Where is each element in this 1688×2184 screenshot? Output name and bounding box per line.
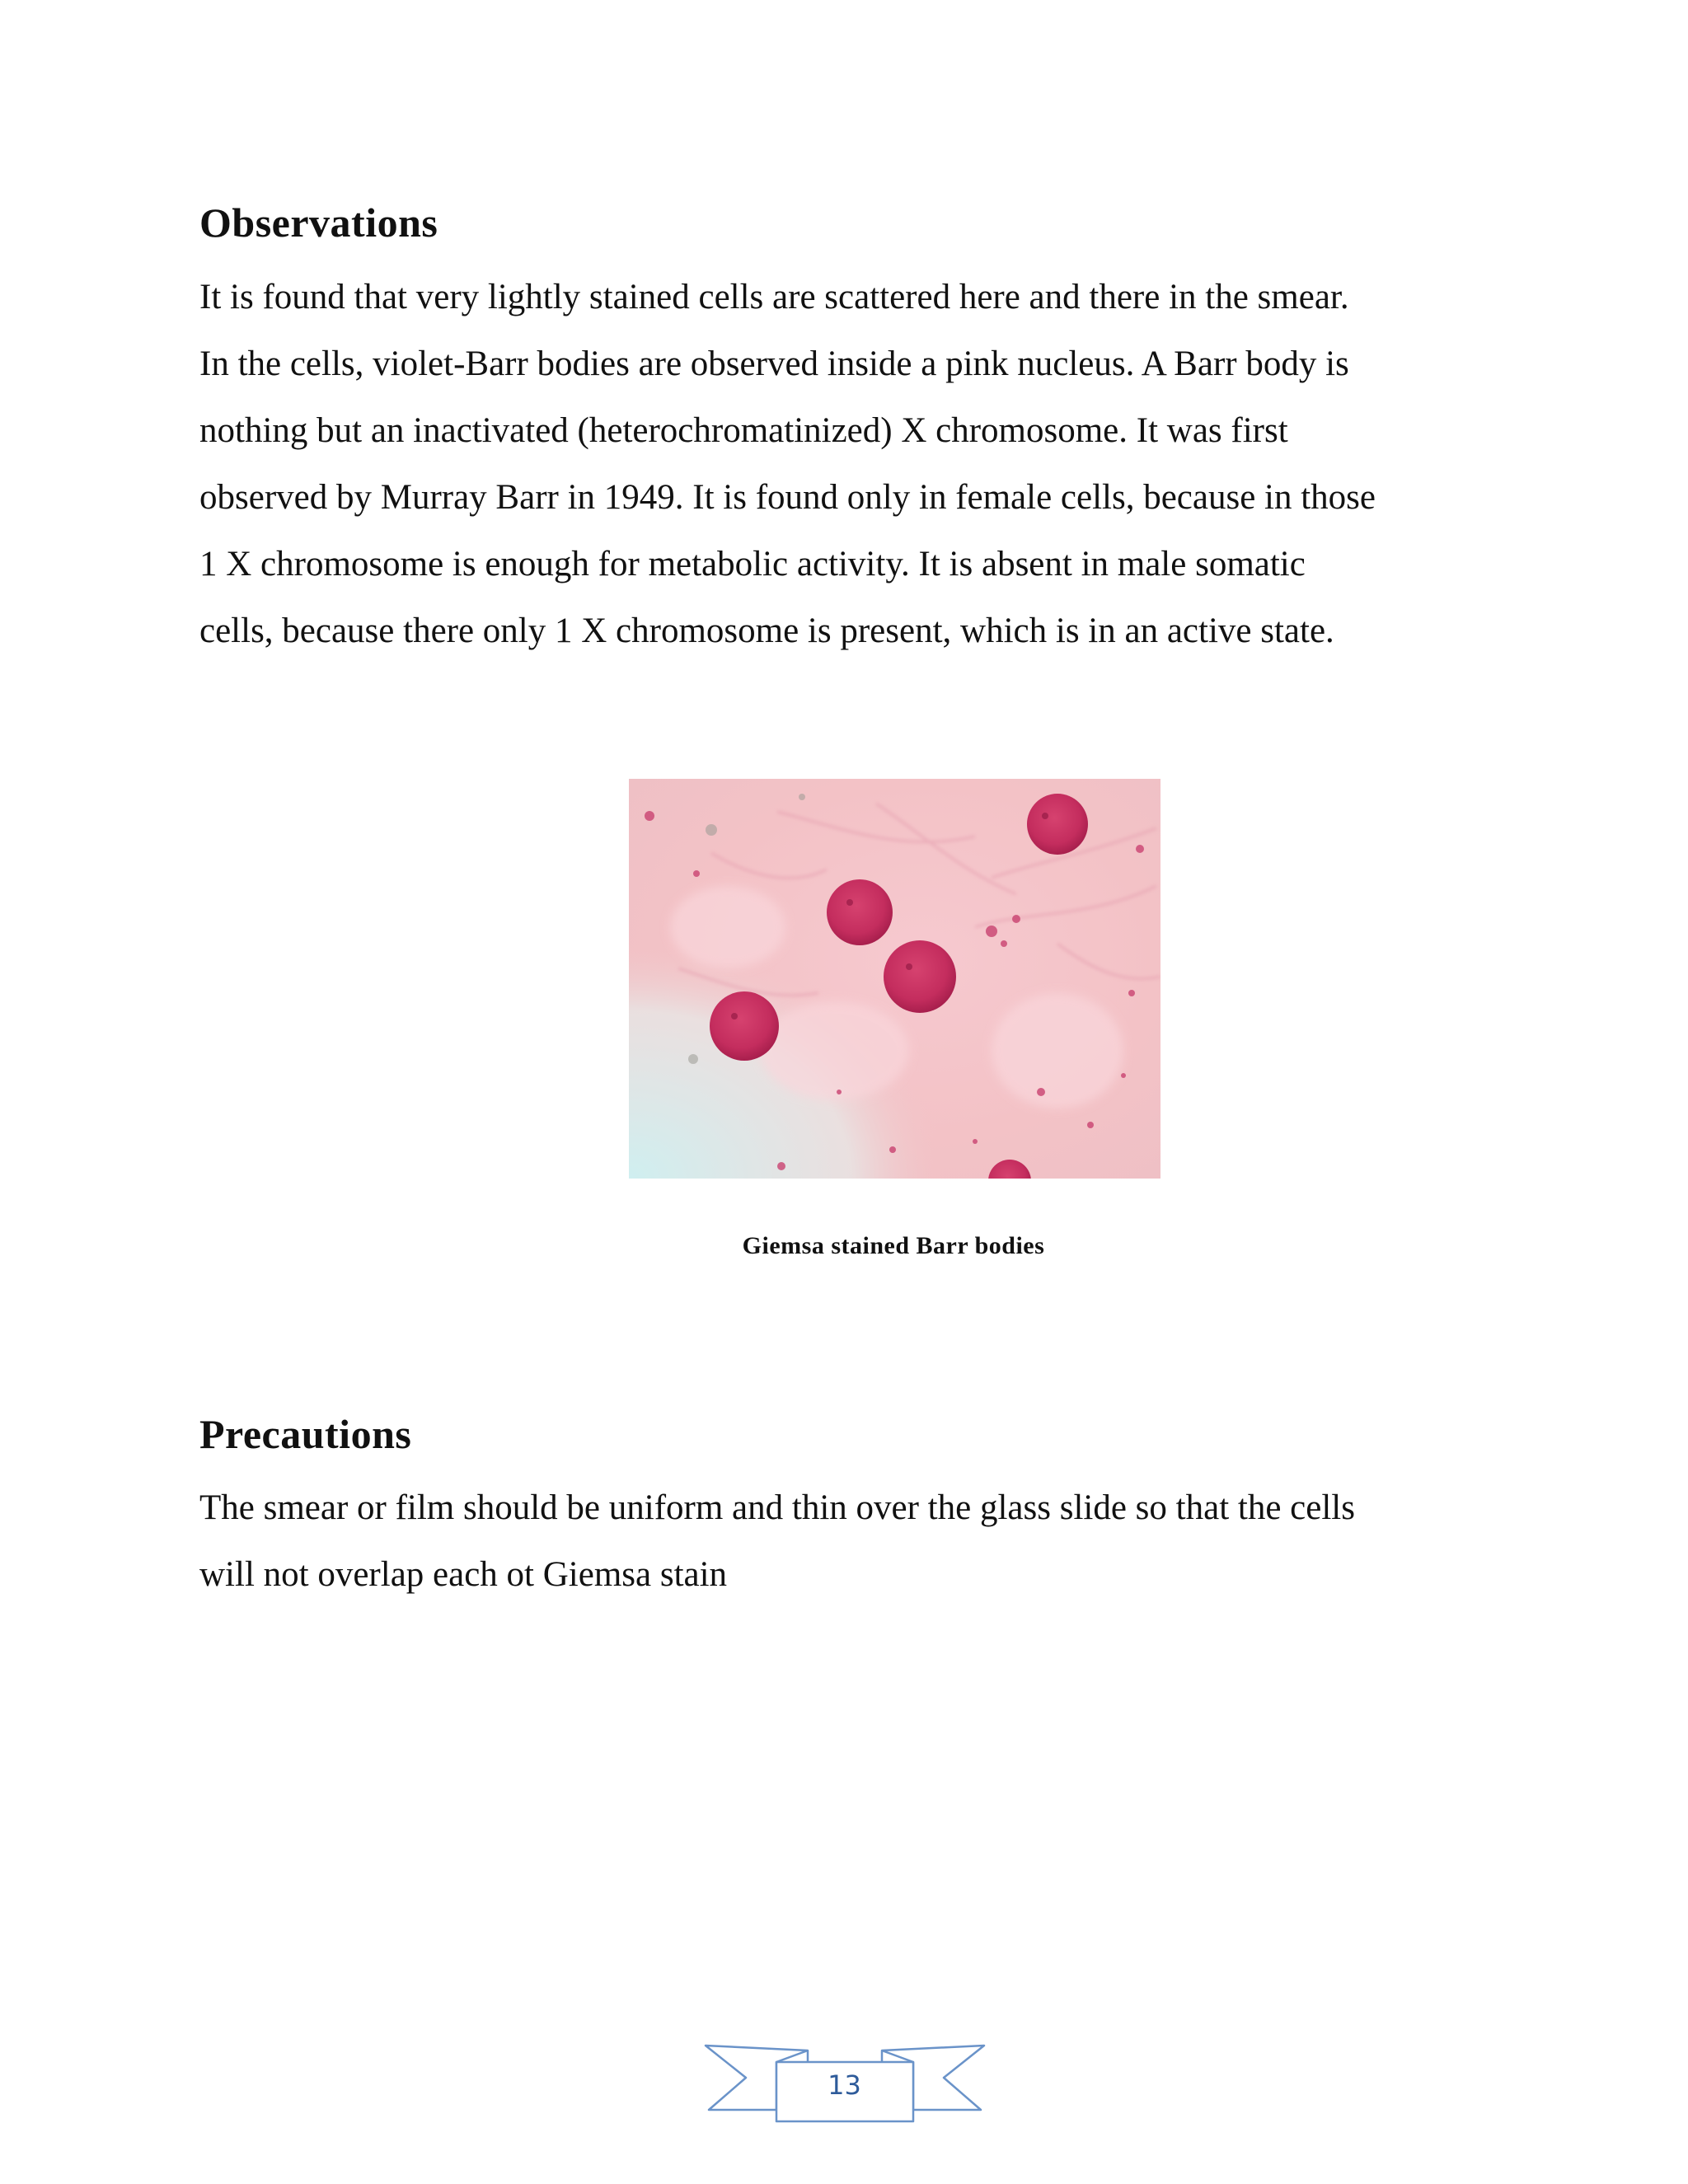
barr-body-micrograph <box>629 779 1160 1179</box>
observations-line: nothing but an inactivated (heterochromatinized) X chromosome. It was first <box>199 411 1288 450</box>
observations-line: It is found that very lightly stained cells are scattered here and there in the smear. <box>199 278 1349 316</box>
observations-line: observed by Murray Barr in 1949. It is found only in female cells, because in those <box>199 478 1376 517</box>
figure-caption: Giemsa stained Barr bodies <box>742 1232 1045 1259</box>
observations-line: cells, because there only 1 X chromosome is present, which is in an active state. <box>199 612 1334 650</box>
precautions-line: will not overlap each ot Giemsa stain <box>199 1555 728 1594</box>
observations-paragraph <box>199 264 1518 664</box>
page-number: 13 <box>828 2069 861 2101</box>
observations-line: 1 X chromosome is enough for metabolic activity. It is absent in male somatic <box>199 545 1306 583</box>
precautions-heading: Precautions <box>199 1411 412 1457</box>
observations-heading: Observations <box>199 199 438 246</box>
precautions-line: The smear or film should be uniform and thin over the glass slide so that the cells <box>199 1488 1355 1527</box>
precautions-paragraph <box>199 1474 1518 1608</box>
observations-line: In the cells, violet-Barr bodies are observed inside a pink nucleus. A Barr body is <box>199 344 1349 383</box>
